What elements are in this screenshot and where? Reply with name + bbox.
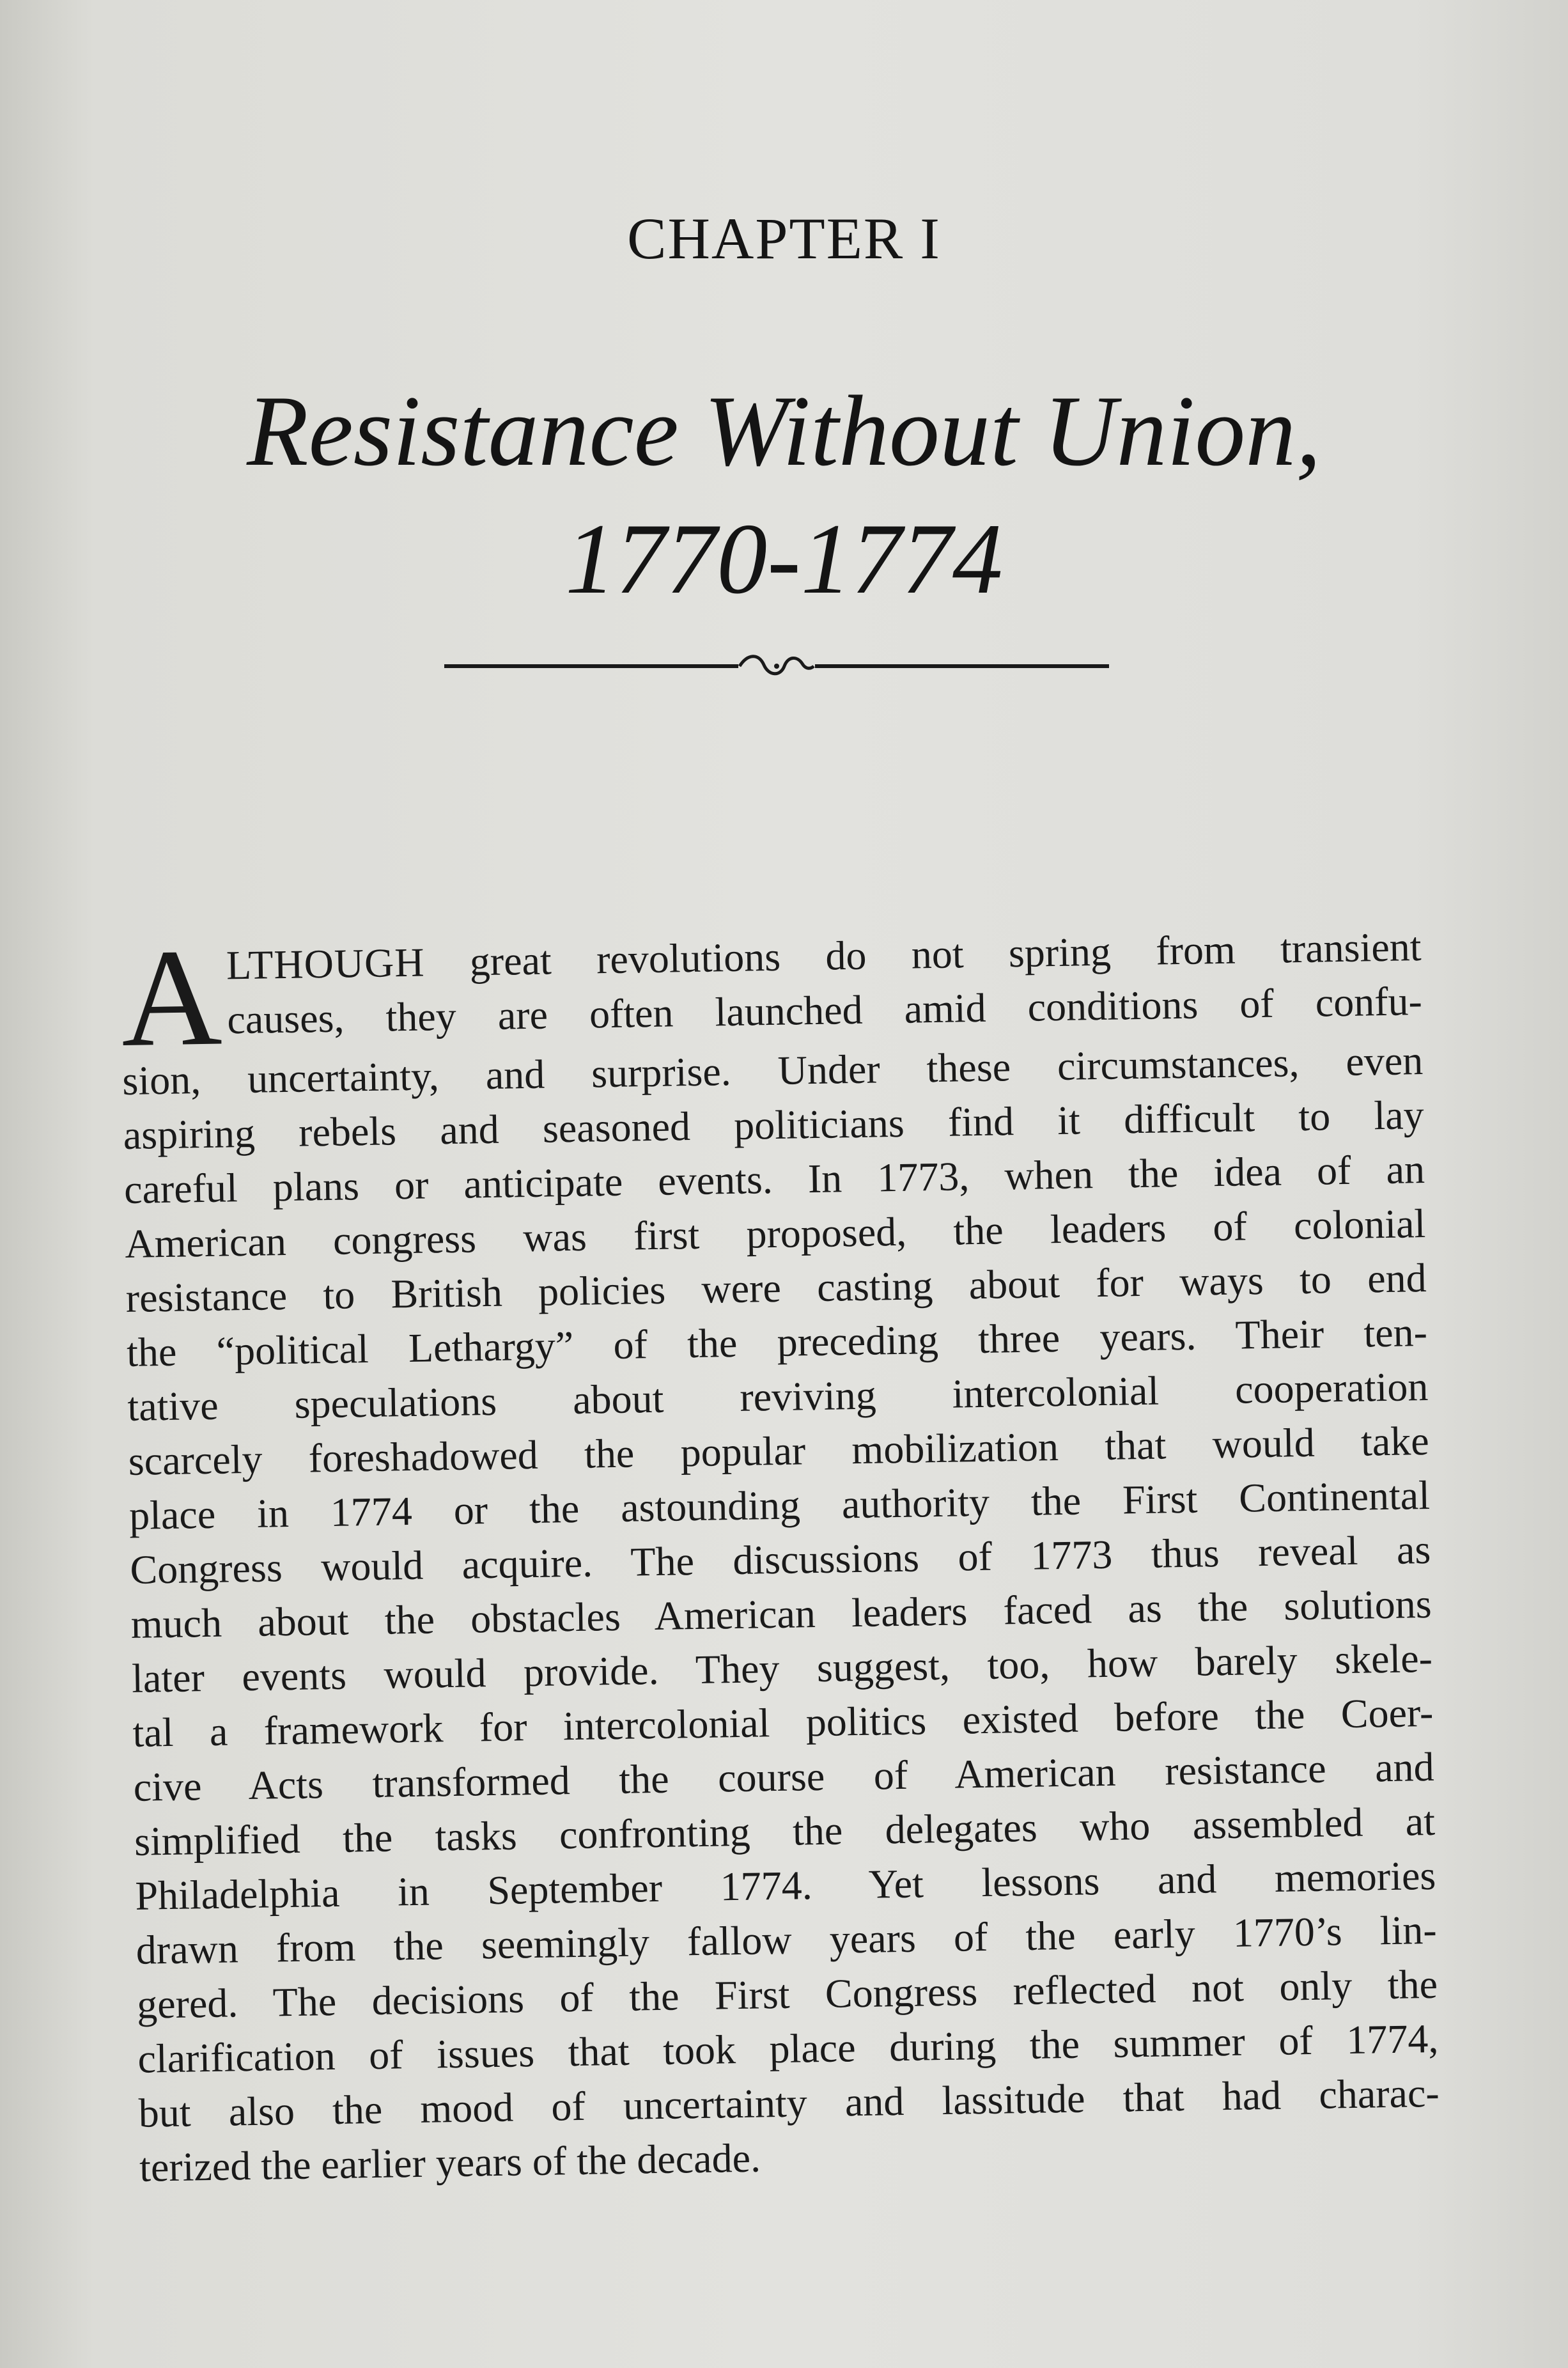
body-line: tative speculations about reviving intercolonial cooperation xyxy=(127,1363,1429,1429)
body-line: Philadelphia in September 1774. Yet lessons and memories xyxy=(134,1852,1436,1919)
body-line: resistance to British policies were casting about for ways to end xyxy=(125,1254,1427,1321)
body-line: gered. The decisions of the First Congress reflected not only the xyxy=(136,1961,1438,2027)
body-line: simplified the tasks confronting the delegates who assembled at xyxy=(134,1798,1436,1864)
body-line-2: causes, they are often launched amid conditions of confu- xyxy=(226,978,1423,1043)
body-line: aspiring rebels and seasoned politicians find it difficult to lay xyxy=(123,1092,1425,1158)
chapter-title xyxy=(0,368,1568,623)
body-line: careful plans or anticipate events. In 1773, when the idea of an xyxy=(123,1146,1425,1212)
body-line: place in 1774 or the astounding authority the First Continental xyxy=(128,1472,1431,1538)
drop-cap: A xyxy=(120,920,223,1076)
body-line: drawn from the seemingly fallow years of the early 1770’s lin- xyxy=(136,1906,1438,1973)
body-line: but also the mood of uncertainty and lassitude that had charac- xyxy=(138,2069,1440,2136)
body-line: American congress was first proposed, the leaders of colonial xyxy=(124,1200,1426,1266)
body-line: scarcely foreshadowed the popular mobilization that would take xyxy=(128,1417,1430,1484)
ornament-divider xyxy=(444,647,1109,685)
body-line: much about the obstacles American leaders faced as the solutions xyxy=(130,1580,1432,1647)
chapter-title-line-1: Resistance Without Union, xyxy=(247,375,1321,487)
body-line-last: terized the earlier years of the decade. xyxy=(139,2135,761,2190)
body-line: the “political Lethargy” of the preceding three years. Their ten- xyxy=(126,1309,1428,1375)
body-line: tal a framework for intercolonial politics existed before the Coer- xyxy=(132,1689,1434,1756)
body-line: cive Acts transformed the course of American resistance and xyxy=(133,1743,1435,1810)
body-line: later events would provide. They suggest, too, how barely skele- xyxy=(131,1635,1433,1701)
chapter-title-line-2: 1770-1774 xyxy=(565,503,1003,615)
opening-rest: great revolutions do not spring from transient xyxy=(424,924,1422,985)
chapter-label: CHAPTER I xyxy=(627,206,941,271)
body-paragraph xyxy=(120,919,1441,2195)
body-line: clarification of issues that took place during the summer of 1774, xyxy=(137,2015,1439,2082)
body-line: sion, uncertainty, and surprise. Under these circumstances, even xyxy=(121,1038,1424,1103)
body-line: Congress would acquire. The discussions of 1773 thus reveal as xyxy=(129,1526,1431,1593)
opening-caps: LTHOUGH xyxy=(226,939,426,988)
